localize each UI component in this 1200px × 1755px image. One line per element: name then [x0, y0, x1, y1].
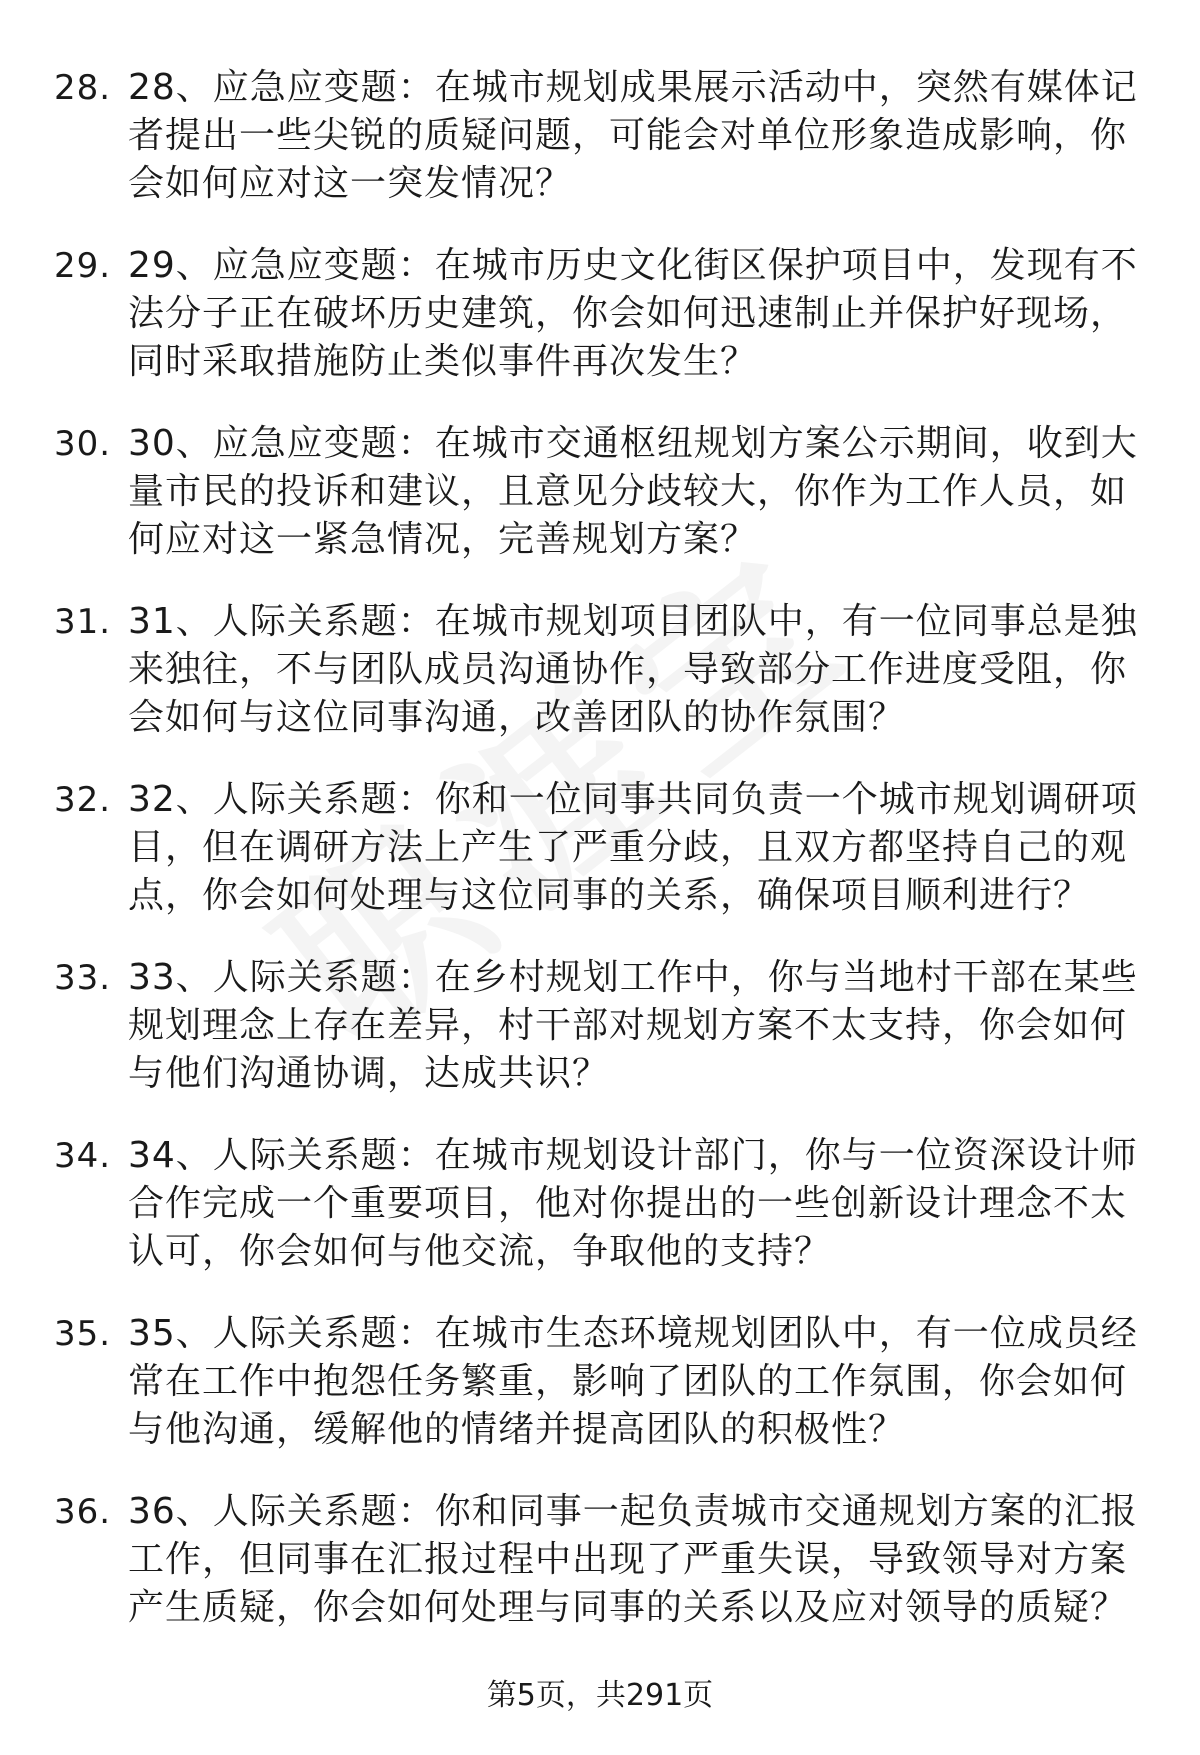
question-text: 35、人际关系题：在城市生态环境规划团队中，有一位成员经常在工作中抱怨任务繁重，影响了团队的工作氛围，你会如何与他沟通，缓解他的情绪并提高团队的积极性？: [128, 1313, 1138, 1450]
question-text: 30、应急应变题：在城市交通枢纽规划方案公示期间，收到大量市民的投诉和建议，且意见分歧较大，你作为工作人员，如何应对这一紧急情况，完善规划方案？: [128, 423, 1138, 560]
question-number: 31.: [54, 602, 112, 642]
question-number: 29.: [54, 246, 112, 286]
question-number: 36.: [54, 1492, 112, 1532]
page-footer: [0, 1676, 1200, 1716]
question-text: 28、应急应变题：在城市规划成果展示活动中，突然有媒体记者提出一些尖锐的质疑问题，可能会对单位形象造成影响，你会如何应对这一突发情况？: [128, 67, 1138, 204]
question-text: 33、人际关系题：在乡村规划工作中，你与当地村干部在某些规划理念上存在差异，村干部对规划方案不太支持，你会如何与他们沟通协调，达成共识？: [128, 957, 1138, 1094]
question-text: 31、人际关系题：在城市规划项目团队中，有一位同事总是独来独往，不与团队成员沟通协作，导致部分工作进度受阻，你会如何与这位同事沟通，改善团队的协作氛围？: [128, 601, 1138, 738]
question-item-31: [0, 598, 1200, 742]
question-number: 33.: [54, 958, 112, 998]
question-number: 32.: [54, 780, 112, 820]
question-item-35: [0, 1310, 1200, 1454]
question-text: 29、应急应变题：在城市历史文化街区保护项目中，发现有不法分子正在破坏历史建筑，你会如何迅速制止并保护好现场，同时采取措施防止类似事件再次发生？: [128, 245, 1138, 382]
question-number: 28.: [54, 68, 112, 108]
question-text: 34、人际关系题：在城市规划设计部门，你与一位资深设计师合作完成一个重要项目，他对你提出的一些创新设计理念不太认可，你会如何与他交流，争取他的支持？: [128, 1135, 1138, 1272]
page-number-label: 第5页，共291页: [486, 1678, 714, 1713]
question-list: [0, 64, 1200, 1666]
question-number: 35.: [54, 1314, 112, 1354]
question-item-28: [0, 64, 1200, 208]
question-item-36: [0, 1488, 1200, 1632]
question-item-34: [0, 1132, 1200, 1276]
question-item-33: [0, 954, 1200, 1098]
question-item-29: [0, 242, 1200, 386]
question-number: 34.: [54, 1136, 112, 1176]
question-text: 32、人际关系题：你和一位同事共同负责一个城市规划调研项目，但在调研方法上产生了严重分歧，且双方都坚持自己的观点，你会如何处理与这位同事的关系，确保项目顺利进行？: [128, 779, 1138, 916]
question-number: 30.: [54, 424, 112, 464]
question-item-30: [0, 420, 1200, 564]
question-text: 36、人际关系题：你和同事一起负责城市交通规划方案的汇报工作，但同事在汇报过程中出现了严重失误，导致领导对方案产生质疑，你会如何处理与同事的关系以及应对领导的质疑？: [128, 1491, 1138, 1628]
question-item-32: [0, 776, 1200, 920]
